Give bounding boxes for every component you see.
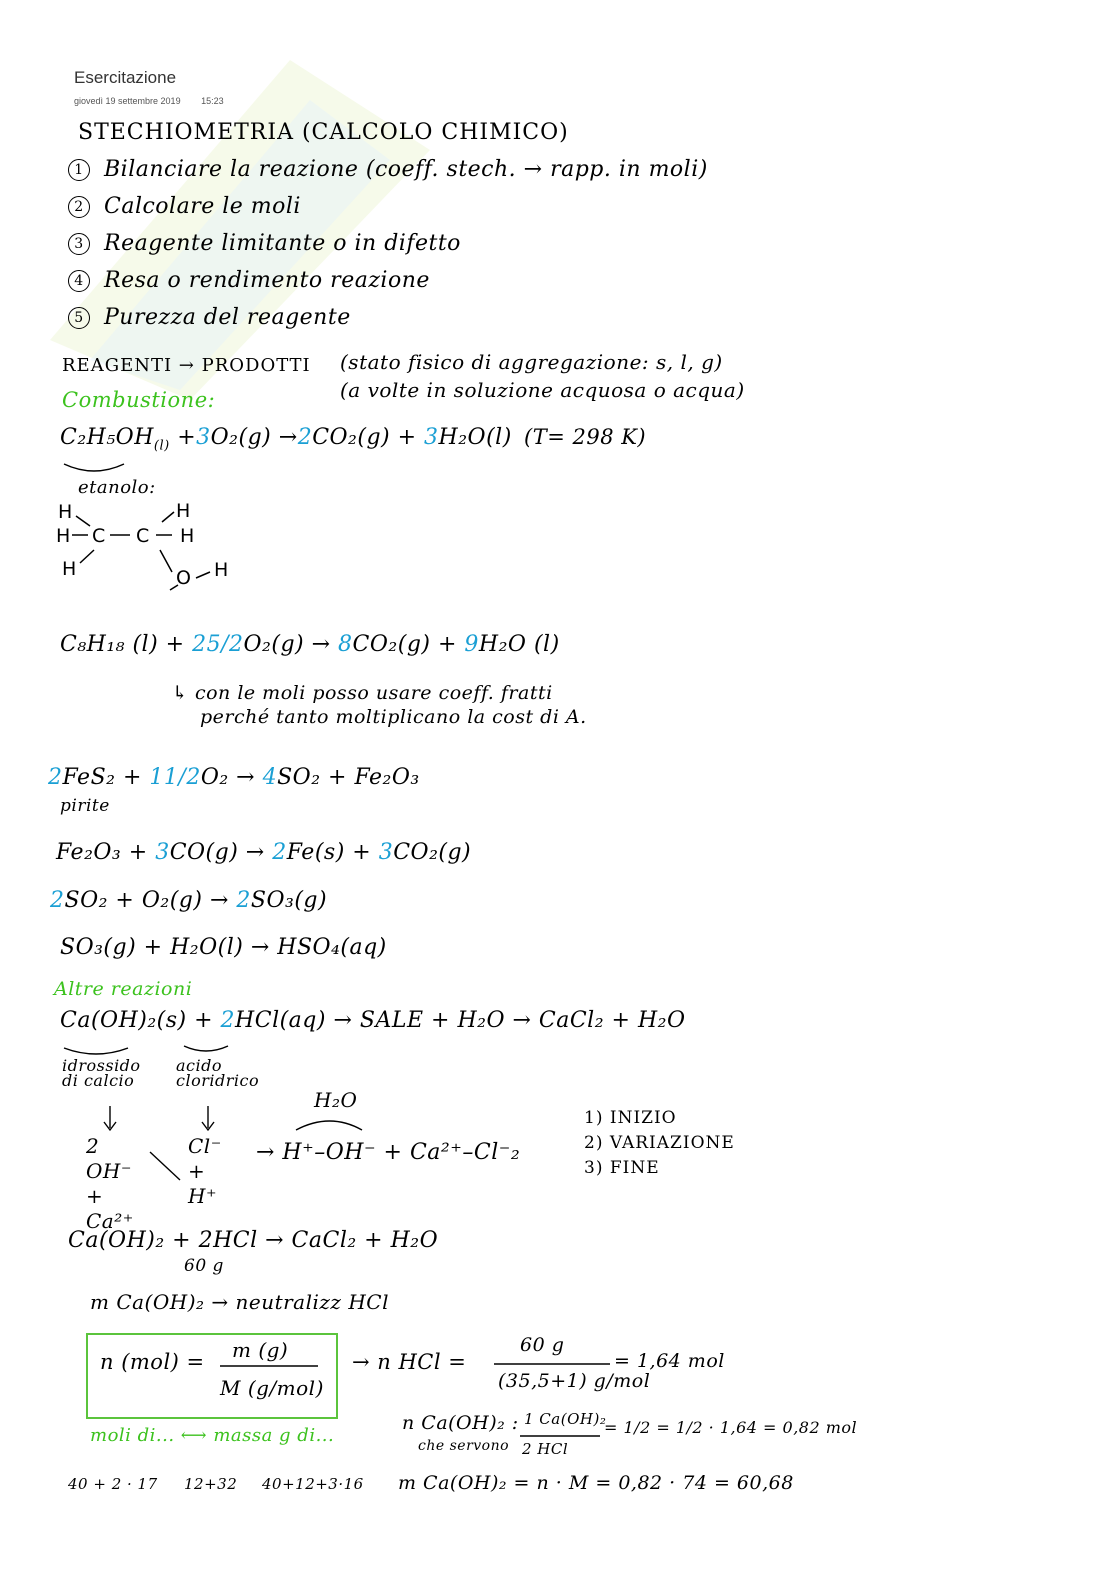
eq-coef: 2 xyxy=(272,840,287,865)
eq-hcl: HCl(aq) xyxy=(235,1008,326,1033)
eq-coef: 3 xyxy=(424,425,439,450)
eq-coef: 8 xyxy=(338,632,353,657)
ions-left: 2 OH⁻ + Ca²⁺ xyxy=(86,1134,134,1233)
formula-denominator: M (g/mol) xyxy=(220,1376,324,1400)
eq-reactant: Fe₂O₃ + xyxy=(56,840,148,865)
eq-co2: CO₂(g) xyxy=(312,425,391,450)
water-label: H₂O xyxy=(314,1088,358,1112)
eq-state: (l) xyxy=(153,438,170,454)
idrossido-label: idrossido di calcio xyxy=(62,1056,141,1090)
page-time: 15:23 xyxy=(201,96,224,106)
eq-h2o: H₂O(l) xyxy=(438,425,512,450)
svg-text:H: H xyxy=(176,500,191,522)
eq-coef: 11/2 xyxy=(149,765,201,790)
ionic-products: → H⁺–OH⁻ + Ca²⁺–Cl⁻₂ xyxy=(256,1140,521,1165)
nhcl-denominator: (35,5+1) g/mol xyxy=(498,1370,651,1392)
eq-co2: CO₂(g) + xyxy=(352,632,457,657)
molar-mass-caco3: 40+12+3·16 xyxy=(262,1475,364,1493)
eq-reactant: C₂H₅OH xyxy=(60,425,154,450)
eq-coef: 3 xyxy=(196,425,211,450)
eq-so3: SO₃(g) xyxy=(250,888,328,913)
eq-o2: O₂(g) xyxy=(210,425,272,450)
eq-coef: 2 xyxy=(297,425,313,450)
svg-text:C: C xyxy=(136,525,150,547)
step-number: 3 xyxy=(68,233,90,255)
step-text: Bilanciare la reazione (coeff. stech. → rapp. in moli) xyxy=(104,157,708,182)
moltiplicano-note: perché tanto moltiplicano la cost di A. xyxy=(200,706,587,728)
step-text: Reagente limitante o in difetto xyxy=(104,231,461,256)
so3-equation: SO₃(g) + H₂O(l) → HSO₄(aq) xyxy=(60,935,387,960)
temperature-note: (T= 298 K) xyxy=(524,425,647,449)
eq-so2: SO₂ + O₂(g) → xyxy=(64,888,229,913)
calc-equation: Ca(OH)₂ + 2HCl → CaCl₂ + H₂O xyxy=(68,1228,439,1253)
reagenti-prodotti: REAGENTI → PRODOTTI xyxy=(62,355,311,376)
eq-fe: Fe(s) + xyxy=(286,840,372,865)
eq-co2: CO₂(g) xyxy=(393,840,472,865)
ions-middle: Cl⁻ + H⁺ xyxy=(188,1134,222,1208)
eq-products: → SALE + H₂O → CaCl₂ + H₂O xyxy=(333,1008,686,1033)
moli-massa-note: moli di... ⟷ massa g di... xyxy=(90,1425,335,1446)
eq-coef: 2 xyxy=(48,765,63,790)
stato-fisico-note: (stato fisico di aggregazione: s, l, g) xyxy=(340,350,723,374)
eq-coef: 3 xyxy=(155,840,170,865)
coeff-fratti-note: ↳ con le moli posso usare coeff. fratti xyxy=(172,682,553,704)
altre-reazioni-heading: Altre reazioni xyxy=(54,978,193,1000)
phase-2: 2) VARIAZIONE xyxy=(584,1133,735,1153)
pirite-label: pirite xyxy=(60,796,110,816)
step-text: Resa o rendimento reazione xyxy=(104,268,430,293)
eq-arrow: → xyxy=(278,425,298,450)
ethanol-equation: $C_2H_5OH_{(l)} +3O_2(g) \to 2CO_2(g) + 3H_2O(l)$ xyxy=(60,425,512,454)
eq-coef: 2 xyxy=(236,888,251,913)
formula-numerator: m (g) xyxy=(232,1338,289,1362)
step-number: 5 xyxy=(68,307,90,329)
svg-text:H: H xyxy=(58,501,73,523)
svg-text:C: C xyxy=(92,525,106,547)
nhcl-numerator: 60 g xyxy=(520,1334,565,1356)
step-text: Calcolare le moli xyxy=(104,194,301,219)
ncaoh-frac-num: 1 Ca(OH)₂ xyxy=(524,1410,607,1428)
phase-3: 3) FINE xyxy=(584,1158,660,1178)
step-number: 1 xyxy=(68,159,90,181)
etanolo-label: etanolo: xyxy=(78,477,156,498)
step-number: 4 xyxy=(68,270,90,292)
step-text: Purezza del reagente xyxy=(104,305,351,330)
che-servono: che servono xyxy=(418,1438,510,1454)
eq-so2: SO₂ + Fe₂O₃ xyxy=(277,765,420,790)
ncaoh-left: n Ca(OH)₂ : xyxy=(402,1412,519,1434)
acido-label: acido cloridrico xyxy=(176,1056,260,1090)
neutralizzazione-line: m Ca(OH)₂ → neutralizz HCl xyxy=(90,1290,389,1314)
nhcl-result: = 1,64 mol xyxy=(614,1350,725,1372)
hcl-mass: 60 g xyxy=(184,1256,224,1276)
eq-coef: 9 xyxy=(464,632,479,657)
stechiometria-title: STECHIOMETRIA (CALCOLO CHIMICO) xyxy=(78,120,569,145)
phase-1: 1) INIZIO xyxy=(584,1108,677,1128)
soluzione-note: (a volte in soluzione acquosa o acqua) xyxy=(340,378,745,402)
svg-text:H: H xyxy=(62,558,77,580)
eq-reactant: C₈H₁₈ (l) + xyxy=(60,632,185,657)
svg-text:H: H xyxy=(214,559,229,581)
ncaoh-result: = 1/2 = 1/2 · 1,64 = 0,82 mol xyxy=(604,1418,858,1437)
molar-mass-co2: 12+32 xyxy=(184,1475,238,1493)
eq-o2: O₂ → xyxy=(200,765,256,790)
eq-coef: 3 xyxy=(378,840,394,865)
ncaoh-frac-den: 2 HCl xyxy=(522,1440,569,1458)
eq-coef: 25/2 xyxy=(192,632,244,657)
eq-plus: + xyxy=(177,425,197,450)
eq-o2: O₂(g) → xyxy=(243,632,331,657)
eq-coef: 2 xyxy=(50,888,65,913)
svg-text:O: O xyxy=(176,567,191,589)
eq-h2o: H₂O (l) xyxy=(478,632,560,657)
eq-coef: 2 xyxy=(220,1008,236,1033)
eq-reactant: Ca(OH)₂(s) + xyxy=(60,1008,214,1033)
page-title: Esercitazione xyxy=(74,68,177,87)
page-date: giovedì 19 settembre 2019 xyxy=(74,96,181,106)
combustione-heading: Combustione: xyxy=(62,388,216,412)
mass-caoh-result: m Ca(OH)₂ = n · M = 0,82 · 74 = 60,68 xyxy=(398,1472,794,1494)
formula-left: n (mol) = xyxy=(100,1350,205,1374)
eq-coef: 4 xyxy=(262,765,278,790)
svg-text:H: H xyxy=(56,525,71,547)
nhcl-left: → n HCl = xyxy=(352,1350,467,1374)
molar-mass-caoh: 40 + 2 · 17 xyxy=(68,1475,158,1493)
eq-fes2: FeS₂ + xyxy=(62,765,142,790)
eq-co: CO(g) → xyxy=(169,840,265,865)
step-number: 2 xyxy=(68,196,90,218)
svg-text:H: H xyxy=(180,525,195,547)
